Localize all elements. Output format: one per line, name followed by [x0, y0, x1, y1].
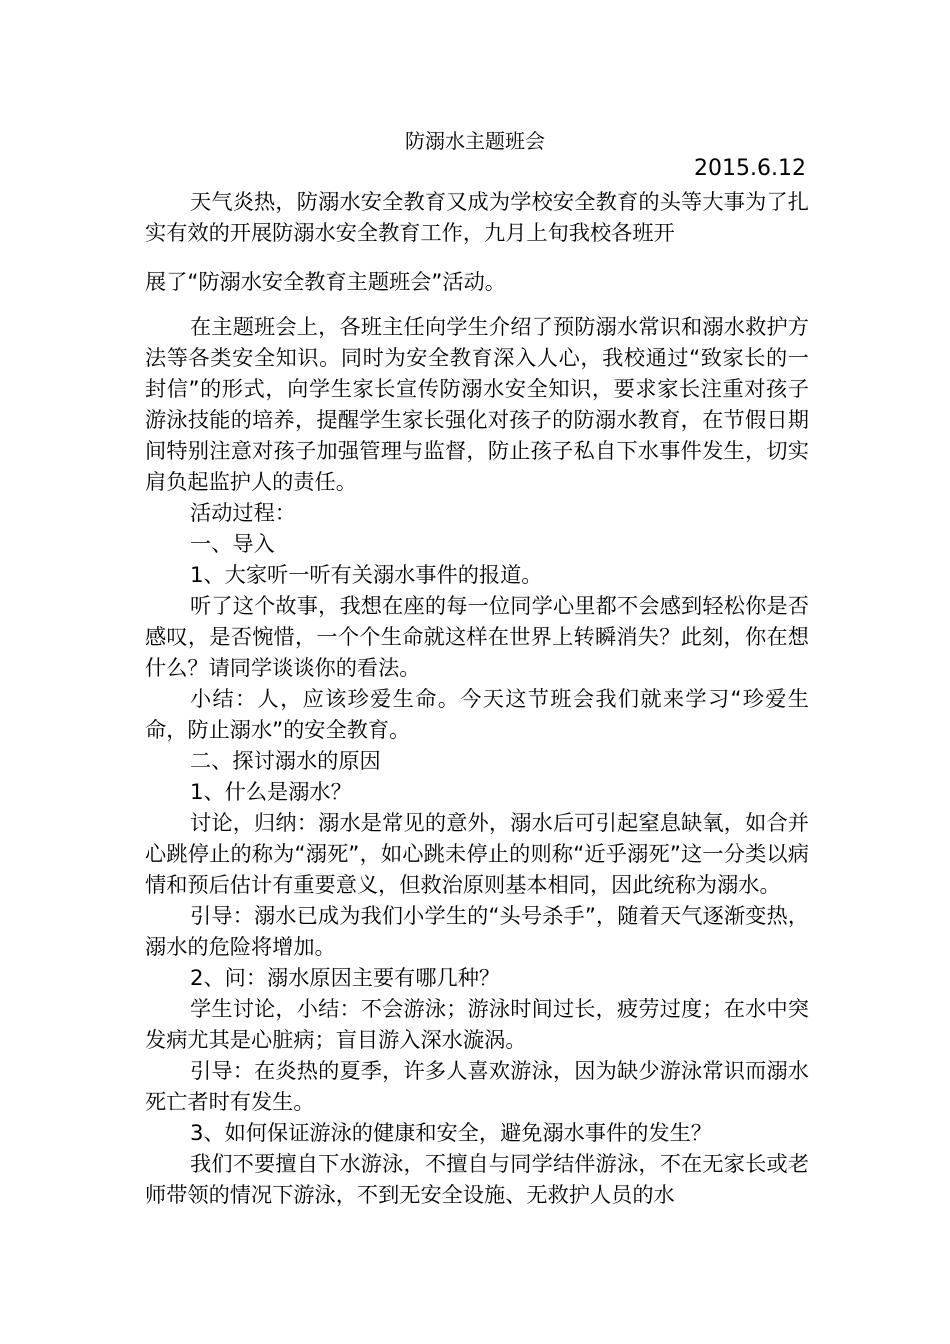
document-title: 防溺水主题班会 — [405, 129, 545, 153]
paragraph-story-reflection: 听了这个故事，我想在座的每一位同学心里都不会感到轻松你是否感叹，是否惋惜，一个个生命就这样在世界上转瞬消失？此刻，你在想什么？请同学谈谈你的看法。 — [145, 593, 809, 680]
paragraph-meeting: 在主题班会上，各班主任向学生介绍了预防溺水常识和溺水救护方法等各类安全知识。同时为安全教育深入人心，我校通过“致家长的一封信”的形式，向学生家长宣传防溺水安全知识，要求家长注重对孩子游泳技能的培养，提醒学生家长强化对孩子的防溺水教育，在节假日期间特别注意对孩子加强管理与监督，防止孩子私自下水事件发生，切实肩负起监护人的责任。 — [145, 314, 809, 494]
paragraph-intro: 天气炎热，防溺水安全教育又成为学校安全教育的头等大事为了扎实有效的开展防溺水安全教育工作，九月上旬我校各班开 — [145, 189, 809, 245]
paragraph-gap — [145, 248, 809, 266]
paragraph-guidance-2: 引导：在炎热的夏季，许多人喜欢游泳，因为缺少游泳常识而溺水死亡者时有发生。 — [145, 1058, 809, 1114]
paragraph-process-heading: 活动过程： — [190, 500, 296, 525]
paragraph-summary: 小结：人，应该珍爱生命。今天这节班会我们就来学习“珍爱生命，防止溺水”的安全教育。 — [145, 686, 809, 742]
item-safety-question: 3、如何保证游泳的健康和安全，避免溺水事件的发生？ — [190, 1120, 712, 1145]
item-what-is-drowning: 1、什么是溺水？ — [190, 779, 352, 804]
paragraph-gap — [145, 297, 809, 311]
item-listen-report: 1、大家听一听有关溺水事件的报道。 — [190, 562, 543, 587]
paragraph-intro-continued: 展了“防溺水安全教育主题班会”活动。 — [145, 269, 506, 294]
paragraph-guidance-1: 引导：溺水已成为我们小学生的“头号杀手”，随着天气逐渐变热，溺水的危险将增加。 — [145, 903, 809, 959]
paragraph-student-discussion: 学生讨论，小结：不会游泳；游泳时间过长，疲劳过度；在水中突发病尤其是心脏病；盲目游入深水漩涡。 — [145, 996, 809, 1052]
document-body — [145, 186, 809, 1210]
section-heading-causes: 二、探讨溺水的原因 — [190, 748, 381, 773]
item-causes-question: 2、问：溺水原因主要有哪几种？ — [190, 965, 501, 990]
paragraph-safety-rules: 我们不要擅自下水游泳，不擅自与同学结伴游泳，不在无家长或老师带领的情况下游泳，不到无安全设施、无救护人员的水 — [145, 1151, 809, 1207]
paragraph-discussion: 讨论，归纳：溺水是常见的意外，溺水后可引起窒息缺氧，如合并心跳停止的称为“溺死”，如心跳未停止的则称“近乎溺死”这一分类以病情和预后估计有重要意义，但救治原则基本相同，因此统称为溺水。 — [145, 810, 809, 897]
document-date: 2015.6.12 — [694, 156, 806, 181]
section-heading-intro: 一、导入 — [190, 531, 275, 556]
